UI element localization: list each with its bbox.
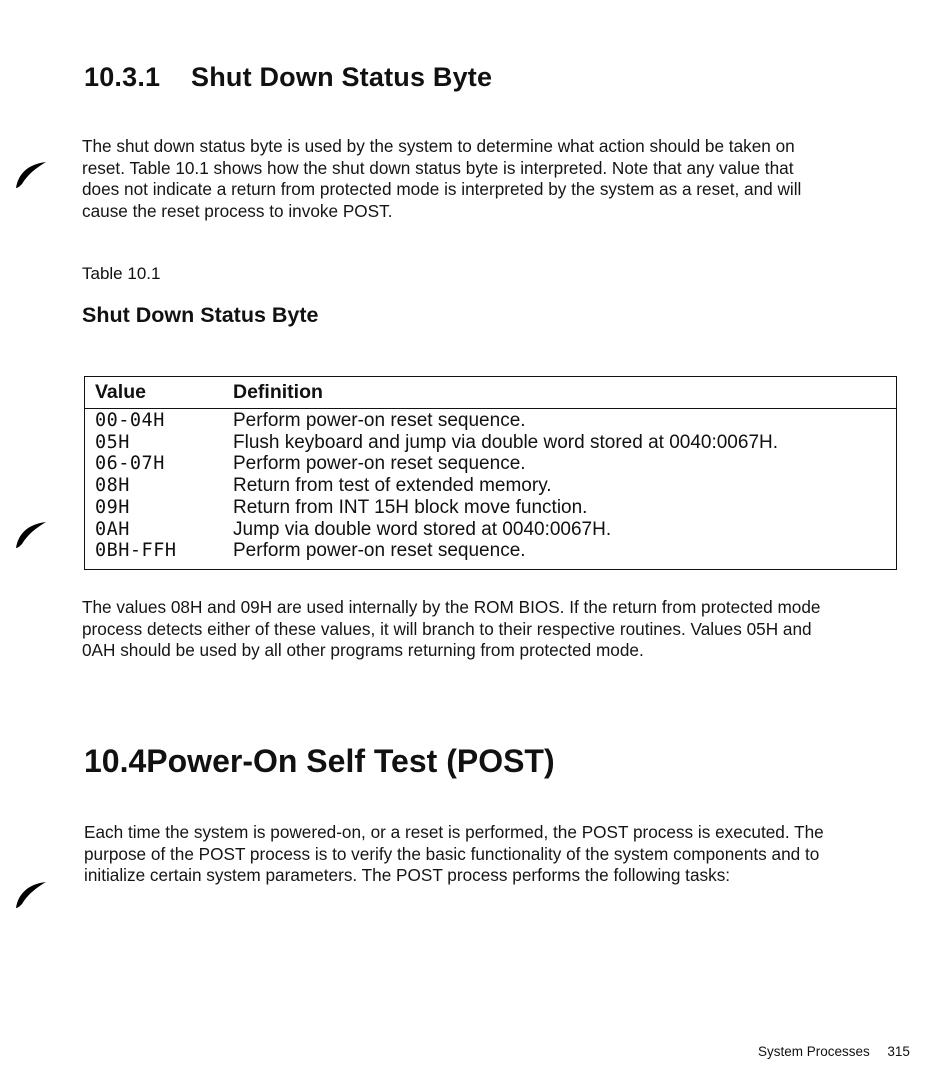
- table-row: [85, 519, 896, 541]
- paragraph-line: The values 08H and 09H are used internally by the ROM BIOS. If the return from protected mode: [82, 597, 821, 617]
- cell-value: 08H: [95, 475, 130, 497]
- cell-value: 00-04H: [95, 410, 165, 431]
- table-row: [85, 497, 896, 519]
- status-byte-table: [84, 376, 897, 570]
- table-row: [85, 453, 896, 475]
- cell-value: 0AH: [95, 518, 130, 540]
- binder-hole-mark: [14, 520, 48, 550]
- cell-definition: Jump via double word stored at 0040:0067H.: [233, 518, 612, 540]
- section-heading-10-4: [84, 743, 555, 780]
- section-number: 10.4: [84, 743, 147, 779]
- column-header-definition: Definition: [233, 381, 323, 403]
- cell-definition: Perform power-on reset sequence.: [233, 453, 526, 475]
- section-title: Power-On Self Test (POST): [146, 743, 555, 779]
- table-row: [85, 475, 896, 497]
- cell-definition: Return from test of extended memory.: [233, 475, 552, 497]
- section-title: Shut Down Status Byte: [191, 62, 493, 92]
- cell-value: 05H: [95, 431, 130, 453]
- cell-definition: Perform power-on reset sequence.: [233, 410, 526, 431]
- section-heading-10-3-1: [84, 62, 492, 93]
- cell-definition: Perform power-on reset sequence.: [233, 540, 526, 562]
- binder-hole-mark: [14, 160, 48, 190]
- cell-definition: Flush keyboard and jump via double word stored at 0040:0067H.: [233, 431, 779, 453]
- table-header: [85, 377, 896, 409]
- cell-value: 06-07H: [95, 453, 165, 475]
- paragraph-line: cause the reset process to invoke POST.: [82, 200, 393, 221]
- cell-value: 09H: [95, 496, 130, 518]
- cell-value: 0BH-FFH: [95, 540, 177, 562]
- binder-hole-mark: [14, 880, 48, 910]
- paragraph-line: reset. Table 10.1 shows how the shut down status byte is interpreted. Note that any value that: [82, 157, 794, 178]
- section-number: 10.3.1: [84, 62, 161, 92]
- page-number: 315: [887, 1044, 910, 1059]
- cell-definition: Return from INT 15H block move function.: [233, 496, 588, 518]
- paragraph-line: process detects either of these values, it will branch to their respective routines. Values 05H and: [82, 618, 812, 639]
- paragraph-line: The shut down status byte is used by the system to determine what action should be taken on: [82, 136, 795, 156]
- table-row: [85, 432, 896, 454]
- paragraph-line: Each time the system is powered-on, or a reset is performed, the POST process is executed. The: [84, 822, 824, 842]
- table-row: [85, 410, 896, 432]
- table-row: [85, 540, 896, 562]
- paragraph-line: purpose of the POST process is to verify the basic functionality of the system components and to: [84, 843, 820, 864]
- table-title: Shut Down Status Byte: [82, 303, 319, 327]
- paragraph-line: does not indicate a return from protected mode is interpreted by the system as a reset, and will: [82, 179, 802, 199]
- column-header-value: Value: [95, 381, 146, 403]
- intro-paragraph: [82, 136, 801, 222]
- paragraph-line: 0AH should be used by all other programs returning from protected mode.: [82, 640, 644, 660]
- paragraph-line: initialize certain system parameters. The POST process performs the following tasks:: [84, 865, 731, 885]
- post-table-paragraph: [82, 597, 820, 662]
- page-footer: [758, 1044, 910, 1059]
- table-caption: Table 10.1: [82, 264, 161, 283]
- post-paragraph: [84, 822, 824, 887]
- footer-section: System Processes: [758, 1044, 870, 1059]
